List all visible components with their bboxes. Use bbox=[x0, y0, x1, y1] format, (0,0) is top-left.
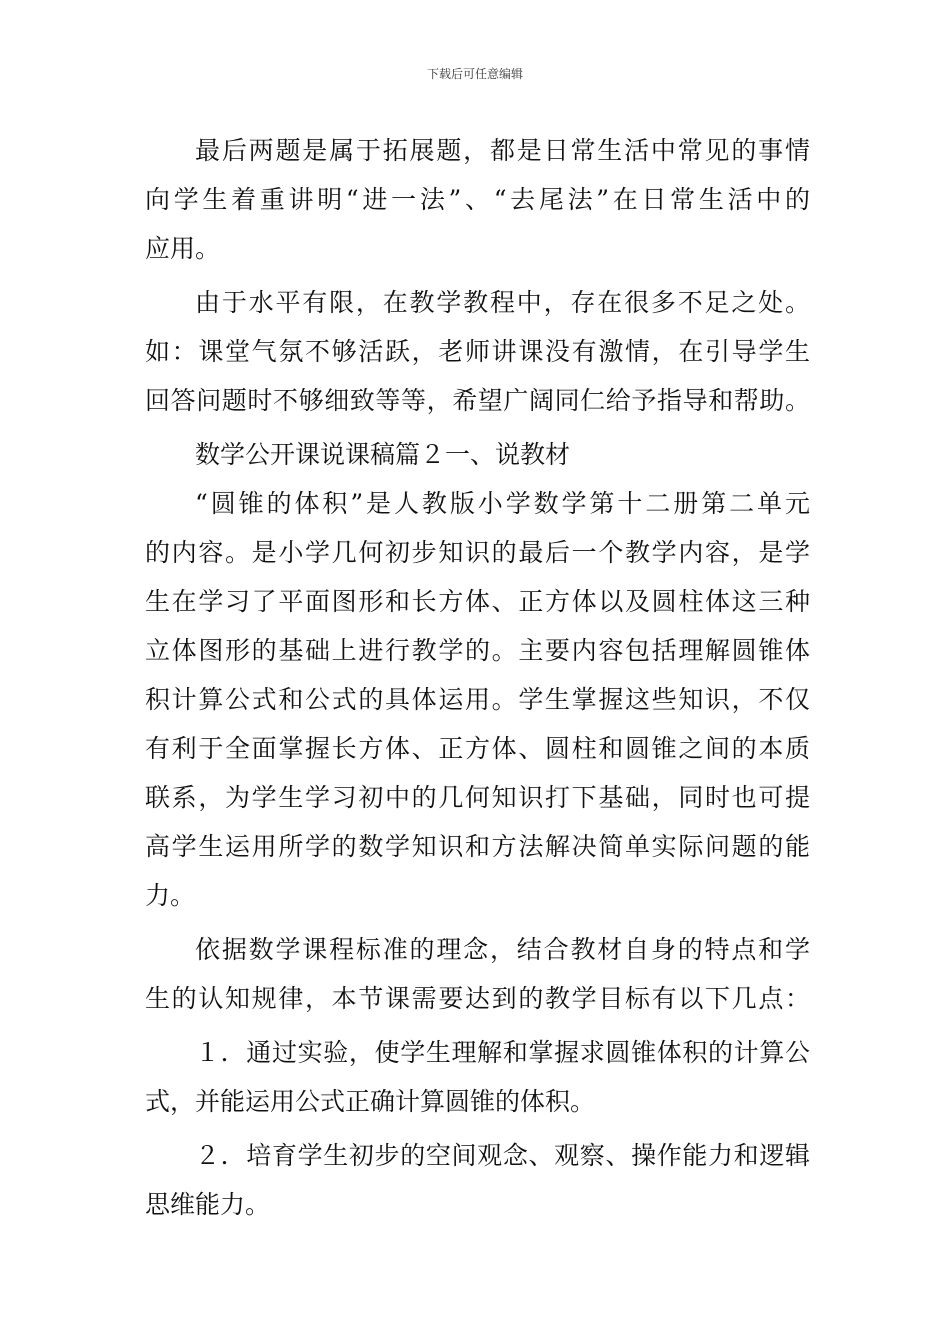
list-item bbox=[145, 1131, 810, 1229]
text-line: 由于水平有限，在教学教程中，存在很多不足之处。 bbox=[195, 288, 810, 317]
text-line: 高学生运用所学的数学知识和方法解决简单实际问题的能 bbox=[145, 832, 810, 861]
text-line: 生在学习了平面图形和长方体、正方体以及圆柱体这三种 bbox=[145, 587, 810, 616]
paragraph bbox=[145, 479, 810, 920]
page-header: 下载后可任意编辑 bbox=[426, 67, 523, 81]
text-line: “圆锥的体积”是人教版小学数学第十二册第二单元 bbox=[195, 489, 810, 518]
text-line: １．通过实验，使学生理解和掌握求圆锥体积的计算公 bbox=[195, 1038, 810, 1067]
text-line: 最后两题是属于拓展题，都是日常生活中常见的事情 bbox=[195, 136, 810, 165]
text-line: 生的认知规律，本节课需要达到的教学目标有以下几点： bbox=[145, 984, 810, 1013]
text-line: 积计算公式和公式的具体运用。学生掌握这些知识，不仅 bbox=[145, 685, 810, 714]
text-line: 的内容。是小学几何初步知识的最后一个教学内容，是学 bbox=[145, 538, 810, 567]
text-line: 应用。 bbox=[145, 234, 221, 263]
text-line: 向学生着重讲明“进一法”、“去尾法”在日常生活中的 bbox=[145, 185, 810, 214]
paragraph bbox=[145, 925, 810, 1023]
text-line: 有利于全面掌握长方体、正方体、圆柱和圆锥之间的本质 bbox=[145, 734, 810, 763]
text-line: 回答问题时不够细致等等，希望广阔同仁给予指导和帮助。 bbox=[145, 386, 810, 415]
text-line: 思维能力。 bbox=[145, 1190, 271, 1219]
text-line: 力。 bbox=[145, 881, 196, 910]
text-line: 如：课堂气氛不够活跃，老师讲课没有激情，在引导学生 bbox=[145, 337, 810, 366]
text-line: 依据数学课程标准的理念，结合教材自身的特点和学 bbox=[195, 935, 810, 964]
paragraph bbox=[145, 278, 810, 425]
text-line: 式，并能运用公式正确计算圆锥的体积。 bbox=[145, 1087, 596, 1116]
text-line: 联系，为学生学习初中的几何知识打下基础，同时也可提 bbox=[145, 783, 810, 812]
text-line: ２．培育学生初步的空间观念、观察、操作能力和逻辑 bbox=[195, 1141, 810, 1170]
document-body bbox=[145, 126, 810, 1229]
section-heading: 数学公开课说课稿篇２一、说教材 bbox=[195, 440, 571, 469]
paragraph bbox=[145, 126, 810, 273]
list-item bbox=[145, 1028, 810, 1126]
paragraph bbox=[145, 430, 810, 479]
text-line: 立体图形的基础上进行教学的。主要内容包括理解圆锥体 bbox=[145, 636, 810, 665]
